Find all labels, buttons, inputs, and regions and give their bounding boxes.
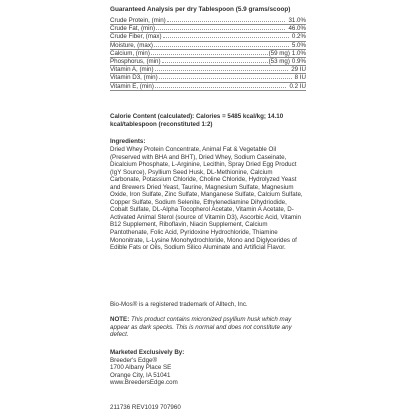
row-value: 0.2 IU [289,82,306,90]
row-name: Calcium, (min) [110,49,150,57]
dotted-leader [167,21,286,22]
row-name: Vitamin A, (min) [110,66,154,74]
trademark-notice: Bio-Mos® is a registered trademark of Alltech, Inc. [110,301,248,308]
dotted-leader [162,62,268,63]
row-value: 0.9% [291,57,306,65]
dotted-leader [154,46,289,47]
row-value: 8 IU [294,74,306,82]
ingredients-text: Dried Whey Protein Concentrate, Animal Fat & Vegetable Oil (Preserved with BHA and BHT), Dried Whey, Sodium Caseinate, Dicalcium Phosphate, L-Arginine, Lecithin, Spray Dried Egg Product (IgY Source), Psyllium Seed Husk, DL-Methionine, Calcium Carbonate, Potassium Chloride, Choline Chloride, Hydrolyzed Yeast and Brewers Dried Yeast, Taurine, Magnesium Sulfate, Magnesium Oxide, Iron Sulfate, Zinc Sulfate, Manganese Sulfate, Calcium Sulfate, Copper Sulfate, Sodium Selenite, Ethylenediamine Dihydriodide, Cobalt Sulfate, DL-Alpha Tocopherol Acetate, Vitamin A Acetate, D-Activated Animal Sterol (source of Vitamin D3), Ascorbic Acid, Vitamin B12 Supplement, Riboflavin, Niacin Supplement, Calcium Pantothenate, Folic Acid, Pyridoxine Hydrochloride, Thiamine Mononitrate, L-Lysine Monohydrochloride, Mono and Diglycerides of Edible Fats or Oils, Sodium Silico Aluminate and Artificial Flavor. [110,146,303,252]
dotted-leader [155,87,287,88]
ingredients-heading: Ingredients: [110,138,146,145]
table-row [110,50,306,58]
table-row [110,17,306,25]
row-name: Phosphorus, (min) [110,57,161,65]
address-street: 1700 Albany Place SE [110,364,172,371]
row-name: Vitamin E, (min) [110,82,154,90]
guaranteed-analysis-table [110,17,306,91]
table-row [110,83,306,91]
row-name: Moisture, (max) [110,41,153,49]
note-text: This product contains micronized psyllium husk which may appear as dark specks. This is normal and does not constitute any defect. [110,316,292,339]
address-city: Orange City, IA 51041 [110,371,171,379]
dotted-leader [151,54,268,55]
dotted-leader [155,70,289,71]
note-label: NOTE: [110,316,130,323]
row-value: 31.0% [288,17,306,24]
calorie-content: Calorie Content (calculated): Calories = 5485 kcal/kg; 14.10 kcal/tablespoon (reconstituted 1:2) [110,113,284,128]
table-row [110,58,306,66]
row-value: 5.0% [291,41,306,49]
marketed-by [110,349,306,387]
marketed-by-title: Marketed Exclusively By: [110,349,185,356]
row-value: 0.2% [291,33,306,41]
row-name: Crude Protein, (min) [110,17,166,24]
table-row [110,66,306,74]
table-row [110,25,306,33]
dotted-leader [163,37,289,38]
table-row [110,33,306,41]
row-value: 46.0% [288,25,306,33]
guaranteed-analysis-title: Guaranteed Analysis per dry Tablespoon (5.9 grams/scoop) [110,6,291,13]
brand-name: Breeder's Edge® [110,356,158,364]
row-name: Crude Fat, (min) [110,25,156,33]
row-value: 1.0% [291,49,306,57]
label-panel [110,0,306,416]
website: www.BreedersEdge.com [110,379,178,386]
row-mid: (53 mg) [268,57,290,65]
table-row [110,74,306,82]
row-name: Vitamin D3, (min) [110,74,158,82]
table-row [110,42,306,50]
dotted-leader [159,78,292,79]
row-mid: (59 mg) [268,49,290,57]
row-name: Crude Fiber, (max) [110,33,162,41]
product-code: 211736 REV1019 707960 [110,404,181,411]
row-value: 29 IU [291,66,306,74]
note-block [110,316,306,339]
dotted-leader [156,29,285,30]
